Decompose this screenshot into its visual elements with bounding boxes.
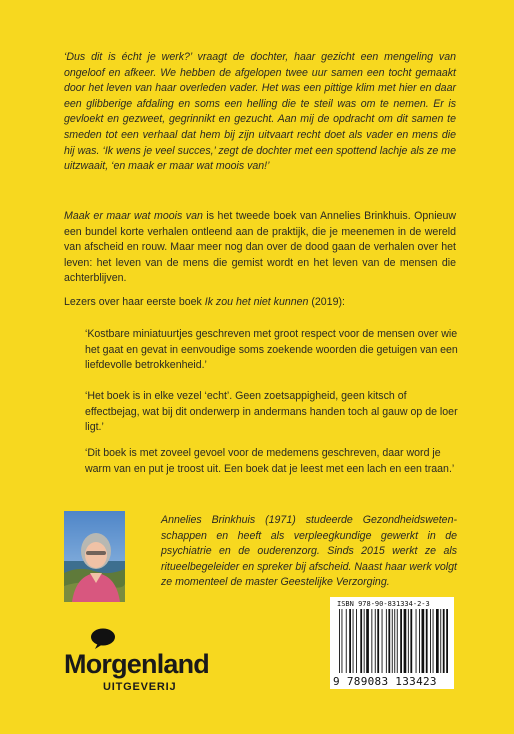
first-book-title: Ik zou het niet kunnen	[204, 296, 309, 308]
about-text: is het tweede boek van Annelies Brinkhuis. Opnieuw een bundel korte verhalen ontleend aan de praktijk, die je meenemen in de wereld van afscheid en rouw. Maar meer nog dan over de dood gaan de verhalen over het leven: het leven van de mens die gemist wordt en het leven van de mensen die achterblijven.	[64, 210, 456, 285]
reviews-suffix: (2019):	[308, 296, 345, 308]
review-quote: ‘Dit boek is met zoveel gevoel voor de medemens geschreven, daar word je warm van en put je troost uit. Een boek dat je leest met een lach en een traan.’	[85, 447, 455, 475]
about-paragraph	[64, 209, 456, 287]
review-quote: ‘Het boek is in elke vezel ‘echt’. Geen zoetsappigheid, geen kitsch of effectbejag, wat bij dit onderwerp in andermans handen toch al gauw op de loer ligt.’	[85, 390, 458, 434]
isbn-barcode	[339, 609, 451, 675]
publisher-subtitle: UITGEVERIJ	[103, 681, 177, 693]
intro-paragraph: ‘Dus dit is écht je werk?’ vraagt de dochter, haar gezicht een mengeling van ongeloof en afkeer. We hebben de afgelopen twee uur samen een tocht gemaakt door het leven van haar overleden vader. Het was een pittige klim met hier en daar een glibberige afdaling en soms een helling die te steil was om te nemen. Er is gevloekt en gezweet, gegrinnikt en gezucht. Aan mij de opdracht om dit samen te smeden tot een verhaal dat hem bij zijn uitvaart recht doet als vader en mens die hij was. ‘Ik wens je veel succes,’ zegt de dochter met een spottend lachje als ze me uitzwaait, ‘en maak er maar wat moois van!’	[64, 51, 456, 173]
reviews-prefix: Lezers over haar eerste boek	[64, 296, 205, 308]
review-quote: ‘Kostbare miniatuurtjes geschreven met groot respect voor de mensen over wie het gaat en gevat in eenvoudige soms zoekende woorden die getuigen van een liefdevolle betrokkenheid.’	[85, 328, 458, 372]
author-photo	[64, 511, 125, 602]
reviews-heading	[64, 295, 456, 311]
isbn-label: ISBN 978-90-831334-2-3	[337, 600, 430, 608]
isbn-digits: 9 789083 133423	[333, 675, 437, 688]
author-bio: Annelies Brinkhuis (1971) studeerde Gezondheidsweten-schappen en heeft als verpleegkundige gewerkt in de psychiatrie en de ouderenzorg. Sinds 2015 werkt ze als ritueelbegeleider en spreker bij afscheid. Naast haar werk volgt ze momenteel de master Geestelijke Verzorging.	[161, 514, 457, 589]
book-title: Maak er maar wat moois van	[64, 210, 203, 222]
publisher-logo: Morgenland	[64, 649, 209, 679]
